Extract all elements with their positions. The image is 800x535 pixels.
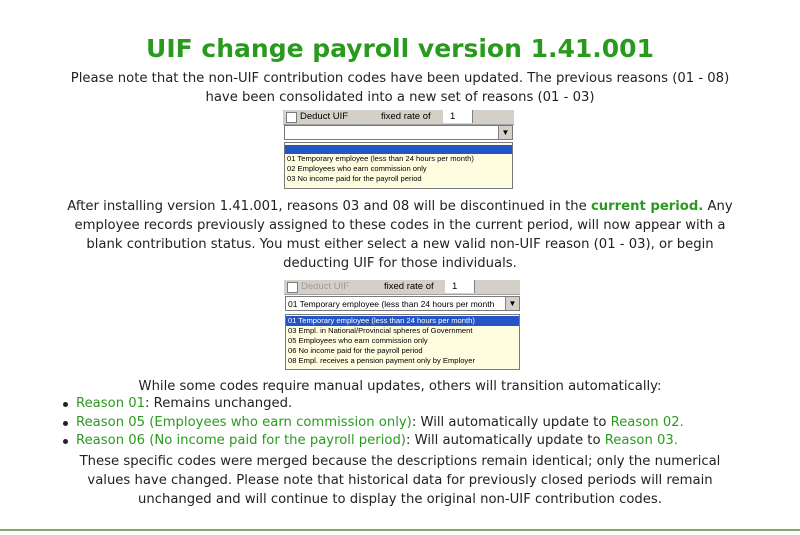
intro-line: Please note that the non-UIF contribution codes have been updated. The previous reasons (01 - 08) (70, 71, 730, 86)
reason-code: Reason 01 (76, 396, 146, 411)
closing-paragraph (50, 452, 750, 509)
paragraph-line: employee records previously assigned to these codes in the current period, will now appear with a (74, 218, 726, 233)
chevron-down-icon[interactable]: ▼ (498, 126, 512, 139)
intro-line: have been consolidated into a new set of reasons (01 - 03) (205, 90, 595, 105)
fixed-rate-input[interactable]: 1 (445, 280, 475, 293)
deduct-uif-checkbox[interactable] (286, 112, 297, 123)
non-uif-reason-select[interactable] (284, 125, 513, 140)
chevron-down-icon[interactable]: ▼ (505, 297, 519, 310)
reason-target: Reason 02. (610, 414, 684, 430)
reason-option[interactable]: 03 Empl. in National/Provincial spheres of Government (288, 326, 473, 335)
reason-option[interactable]: 02 Employees who earn commission only (287, 164, 427, 173)
reason-option[interactable]: 06 No income paid for the payroll period (288, 346, 423, 355)
settings-bar (284, 280, 520, 295)
paragraph-line (50, 197, 750, 216)
reason-text: : Will automatically update to (411, 414, 611, 430)
discontinued-paragraph (50, 197, 750, 273)
fixed-rate-label: fixed rate of (384, 281, 434, 292)
text-run: After installing version 1.41.001, reasons 03 and 08 will be discontinued in the (67, 199, 591, 214)
paragraph-line: These specific codes were merged because the descriptions remain identical; only the numerical (79, 454, 721, 469)
page-title: UIF change payroll version 1.41.001 (146, 34, 654, 63)
reason-dropdown-list (285, 314, 520, 370)
text-run: Any (703, 199, 733, 214)
non-uif-reason-select[interactable] (285, 296, 520, 311)
reason-option[interactable]: 03 No income paid for the payroll period (287, 174, 422, 183)
reason-option[interactable]: 01 Temporary employee (less than 24 hours per month) (287, 154, 474, 163)
uif-settings-screenshot-1 (283, 110, 514, 189)
footer-divider (0, 529, 800, 531)
deduct-uif-label: Deduct UIF (300, 111, 349, 122)
reason-target: Reason 03. (604, 433, 678, 448)
fixed-rate-input[interactable]: 1 (443, 110, 473, 123)
deduct-uif-label: Deduct UIF (301, 281, 350, 292)
current-period-emphasis: current period. (590, 199, 704, 214)
reason-text: : Will automatically update to (405, 433, 605, 448)
list-item (62, 414, 684, 433)
settings-bar (283, 110, 514, 125)
paragraph-line: deducting UIF for those individuals. (283, 256, 517, 271)
reason-code: Reason 06 (No income paid for the payroll period) (76, 433, 406, 448)
reason-option[interactable]: 08 Empl. receives a pension payment only by Employer (288, 356, 475, 365)
reason-option[interactable]: 05 Employees who earn commission only (288, 336, 428, 345)
transition-intro: While some codes require manual updates, others will transition automatically: (138, 379, 662, 394)
reason-dropdown-list (284, 142, 513, 189)
intro-paragraph (50, 69, 750, 107)
paragraph-line: unchanged and will continue to display the original non-UIF contribution codes. (138, 492, 662, 507)
paragraph-line: blank contribution status. You must either select a new valid non-UIF reason (01 - 03), or begin (86, 237, 714, 252)
select-value: 01 Temporary employee (less than 24 hours per month (288, 299, 495, 309)
reason-code: Reason 05 (Employees who earn commission only) (76, 414, 412, 430)
paragraph-line: values have changed. Please note that historical data for previously closed periods will remain (87, 473, 713, 488)
reason-option[interactable]: 01 Temporary employee (less than 24 hours per month) (286, 316, 519, 326)
list-item (62, 395, 684, 414)
list-item (62, 432, 684, 451)
reason-option[interactable] (285, 145, 512, 154)
reason-text: : Remains unchanged. (145, 396, 293, 411)
fixed-rate-label: fixed rate of (381, 111, 431, 122)
uif-settings-screenshot-2 (284, 280, 520, 370)
transition-list (62, 395, 684, 451)
deduct-uif-checkbox[interactable] (287, 282, 298, 293)
